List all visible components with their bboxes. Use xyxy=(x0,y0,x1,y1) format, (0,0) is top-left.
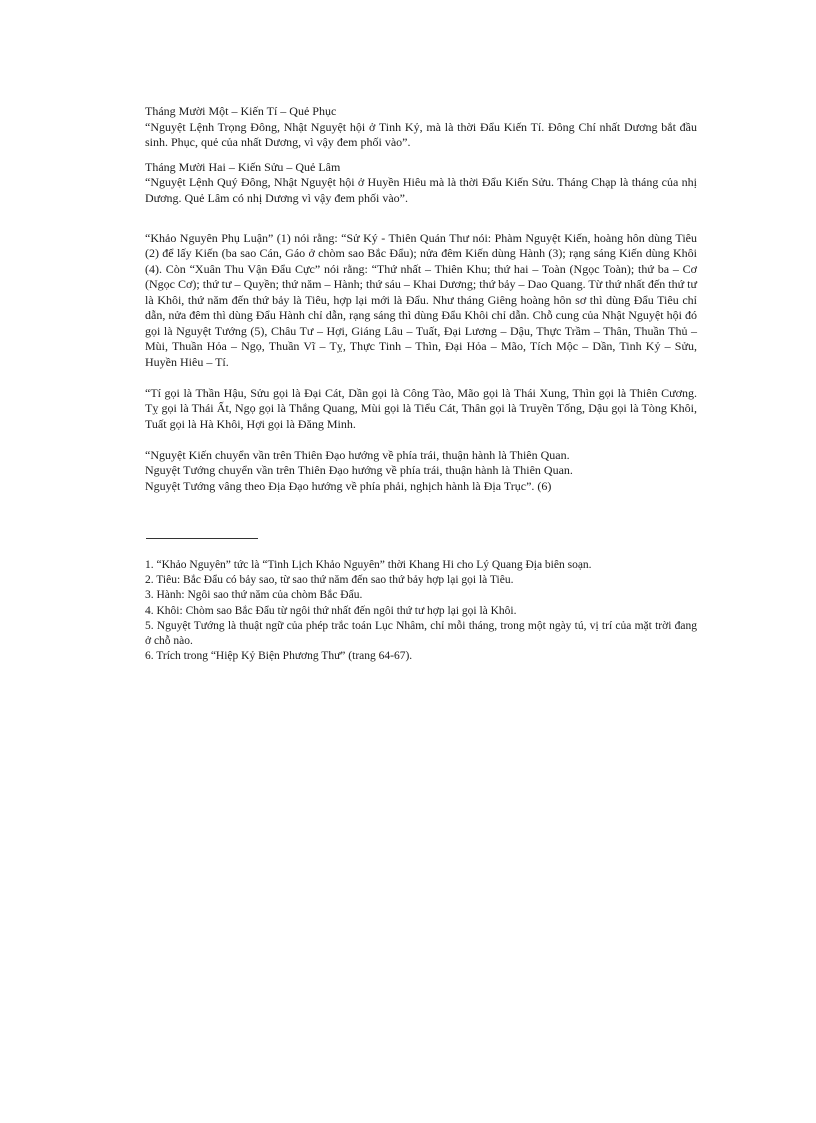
footnote: 5. Nguyệt Tướng là thuật ngữ của phép trắc toán Lục Nhâm, chỉ mỗi tháng, trong một ngày tú, vị trí của mặt trời đang ở chỗ nào. xyxy=(145,619,697,648)
verse-block xyxy=(145,448,697,495)
verse-line: “Nguyệt Kiến chuyển vần trên Thiên Đạo hướng về phía trái, thuận hành là Thiên Quan. xyxy=(145,447,570,462)
body-paragraph: “Khảo Nguyên Phụ Luận” (1) nói rằng: “Sử Ký - Thiên Quán Thư nói: Phàm Nguyệt Kiến, hoàng hôn dùng Tiêu (2) để lấy Kiến (ba sao Cán, Gáo ở chòm sao Bắc Đẩu); nửa đêm Kiến dùng Hành (3); rạng sáng Kiến dùng Khôi (4). Còn “Xuân Thu Vận Đẩu Cực” nói rằng: “Thứ nhất – Thiên Khu; thứ hai – Toàn (Ngọc Toàn); thứ ba – Cơ (Ngọc Cơ); thứ tư – Quyền; thứ năm – Hành; thứ sáu – Khai Dương; thứ bảy – Dao Quang. Từ thứ nhất đến thứ tư là Khôi, thứ năm đến thứ bảy là Tiêu, hợp lại mới là Đẩu. Như tháng Giêng hoàng hôn sơ thì dùng Đẩu Tiêu chỉ dẫn, nửa đêm thì dùng Đẩu Hành chỉ dẫn, rạng sáng thì dùng Đẩu Khôi chỉ dẫn. Chỗ cung của Nhật Nguyệt hội đó gọi là Nguyệt Tướng (5), Châu Tư – Hợi, Giáng Lâu – Tuất, Đại Lương – Dậu, Thực Trầm – Thân, Thuần Thủ – Mùi, Thuần Hỏa – Ngọ, Thuần Vĩ – Tỵ, Thực Tinh – Thìn, Đại Hỏa – Mão, Tích Mộc – Dần, Tinh Kỷ – Sửu, Huyền Hiêu – Tí. xyxy=(145,230,697,369)
footnote: 4. Khôi: Chòm sao Bắc Đẩu từ ngôi thứ nhất đến ngôi thứ tư hợp lại gọi là Khôi. xyxy=(145,604,517,617)
section-title: Tháng Mười Hai – Kiến Sửu – Quẻ Lâm xyxy=(145,159,341,174)
footnote: 6. Trích trong “Hiệp Kỷ Biện Phương Thư” (trang 64-67). xyxy=(145,650,413,663)
footnote: 1. “Khảo Nguyên” tức là “Tinh Lịch Khảo Nguyên” thời Khang Hi cho Lý Quang Địa biên soạn. xyxy=(145,559,592,571)
section-text: “Nguyệt Lệnh Quý Đông, Nhật Nguyệt hội ở Huyền Hiêu mà là thời Đẩu Kiến Sửu. Tháng Chạp là tháng của nhị Dương. Quẻ Lâm có nhị Dương vì vậy đem phối vào”. xyxy=(145,175,697,205)
body-paragraph: “Tí gọi là Thần Hậu, Sửu gọi là Đại Cát, Dần gọi là Công Tào, Mão gọi là Thái Xung, Thìn gọi là Thiên Cương. Tỵ gọi là Thái Ất, Ngọ gọi là Thắng Quang, Mùi gọi là Tiểu Cát, Thân gọi là Truyền Tống, Dậu gọi là Tòng Khôi, Tuất gọi là Hà Khôi, Hợi gọi là Đăng Minh. xyxy=(145,385,697,431)
verse-line: Nguyệt Tướng vâng theo Địa Đạo hướng về phía phải, nghịch hành là Địa Trục”. (6) xyxy=(145,478,552,493)
footnotes xyxy=(145,558,697,664)
verse-line: Nguyệt Tướng chuyển vần trên Thiên Đạo hướng về phía trái, thuận hành là Thiên Quan. xyxy=(145,463,573,477)
footnote-divider xyxy=(146,538,258,539)
footnote: 2. Tiêu: Bắc Đẩu có bảy sao, từ sao thứ năm đến sao thứ bảy hợp lại gọi là Tiêu. xyxy=(145,574,514,587)
footnote: 3. Hành: Ngôi sao thứ năm của chòm Bắc Đẩu. xyxy=(145,589,363,602)
document-page xyxy=(145,104,697,664)
section-text: “Nguyệt Lệnh Trọng Đông, Nhật Nguyệt hội ở Tinh Kỷ, mà là thời Đẩu Kiến Tí. Đông Chí nhất Dương bắt đầu sinh. Phục, quẻ của nhất Dương, vì vậy đem phối vào”. xyxy=(145,119,697,149)
section-title: Tháng Mười Một – Kiến Tí – Quẻ Phục xyxy=(145,104,337,118)
